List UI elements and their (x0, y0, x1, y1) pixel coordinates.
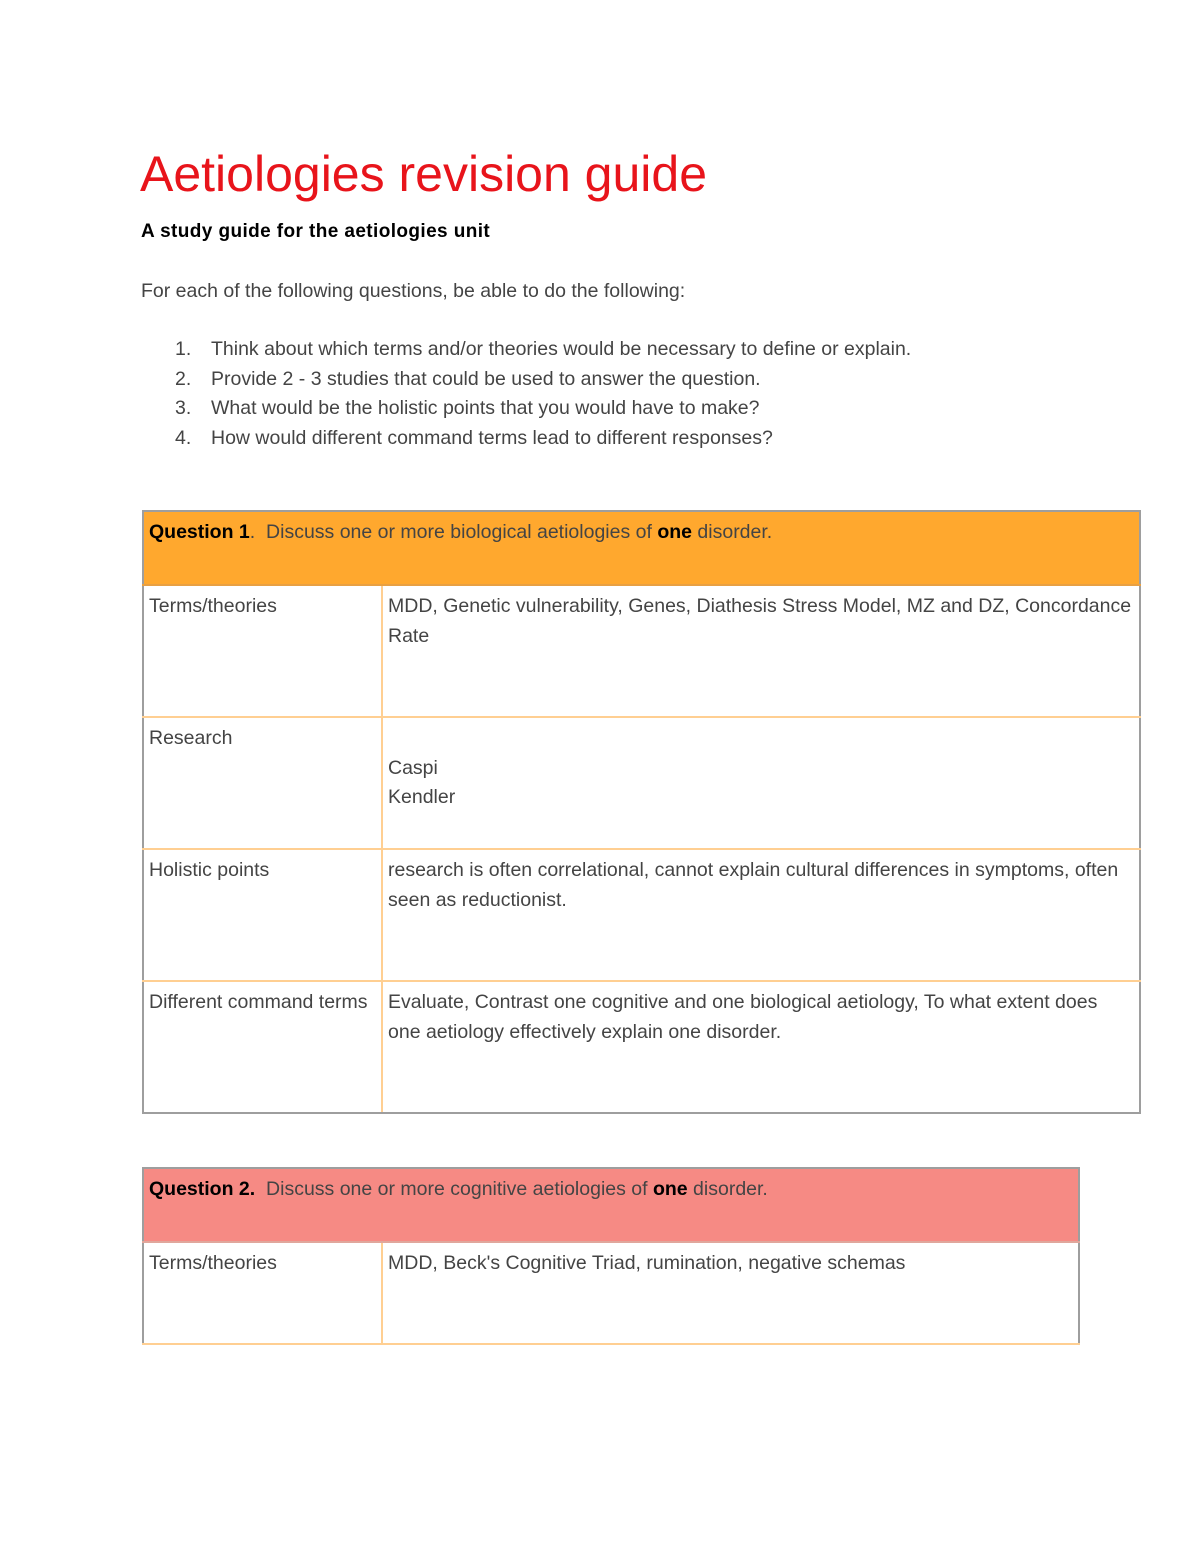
row-label: Terms/theories (143, 585, 382, 717)
question-1-prompt-end: disorder. (692, 521, 773, 543)
question-1-prompt-emphasis: one (657, 521, 692, 543)
subtitle: A study guide for the aetiologies unit (141, 221, 491, 242)
row-content (382, 849, 1140, 981)
list-number: 1. (175, 338, 192, 360)
intro-text: For each of the following questions, be able to do the following: (141, 280, 686, 302)
question-1-table (142, 510, 1141, 1114)
list-number: 3. (175, 397, 192, 420)
question-2-label: Question 2. (149, 1178, 256, 1200)
question-1-label: Question 1 (149, 521, 250, 543)
row-content-text: Evaluate, Contrast one cognitive and one biological aetiology, To what extent does one aetiology effectively explain one disorder. (388, 991, 1098, 1043)
page-title: Aetiologies revision guide (140, 146, 708, 202)
table-row (143, 849, 1140, 981)
row-label: Terms/theories (143, 1242, 382, 1344)
question-2-header-row (143, 1168, 1079, 1242)
row-content-text: MDD, Beck's Cognitive Triad, rumination, negative schemas (388, 1252, 906, 1274)
question-2-prompt-emphasis: one (652, 1178, 688, 1200)
question-2-table (142, 1167, 1080, 1345)
row-content (382, 585, 1140, 717)
row-content-text: MDD, Genetic vulnerability, Genes, Diathesis Stress Model, MZ and DZ, Concordance Rate (388, 595, 1132, 647)
list-text: Think about which terms and/or theories would be necessary to define or explain. (211, 338, 912, 360)
question-2-prompt-start: Discuss one or more cognitive aetiologies of (255, 1178, 653, 1200)
row-content (382, 1242, 1079, 1344)
list-number: 2. (175, 367, 192, 390)
table-row (143, 1242, 1079, 1344)
question-1-header (143, 511, 1140, 585)
question-1-label-suffix: . (249, 521, 256, 543)
list-text: Provide 2 - 3 studies that could be used to answer the question. (211, 367, 761, 390)
table-row (143, 717, 1140, 849)
question-2-prompt-end: disorder. (687, 1178, 768, 1200)
question-1-prompt-start: Discuss one or more biological aetiologies of (255, 521, 658, 543)
row-content (382, 717, 1140, 849)
question-2-header (143, 1168, 1079, 1242)
question-1-header-row (143, 511, 1140, 585)
list-number: 4. (175, 427, 192, 450)
row-content-text: Caspi Kendler (388, 756, 456, 808)
list-text: What would be the holistic points that you would have to make? (211, 397, 760, 420)
table-row (143, 585, 1140, 717)
row-label: Research (143, 717, 382, 849)
table-row (143, 981, 1140, 1113)
row-content-text: research is often correlational, cannot explain cultural differences in symptoms, often seen as reductionist. (388, 859, 1119, 911)
row-label: Holistic points (143, 849, 382, 981)
list-text: How would different command terms lead to different responses? (211, 427, 773, 450)
row-label: Different command terms (143, 981, 382, 1113)
row-content (382, 981, 1140, 1113)
